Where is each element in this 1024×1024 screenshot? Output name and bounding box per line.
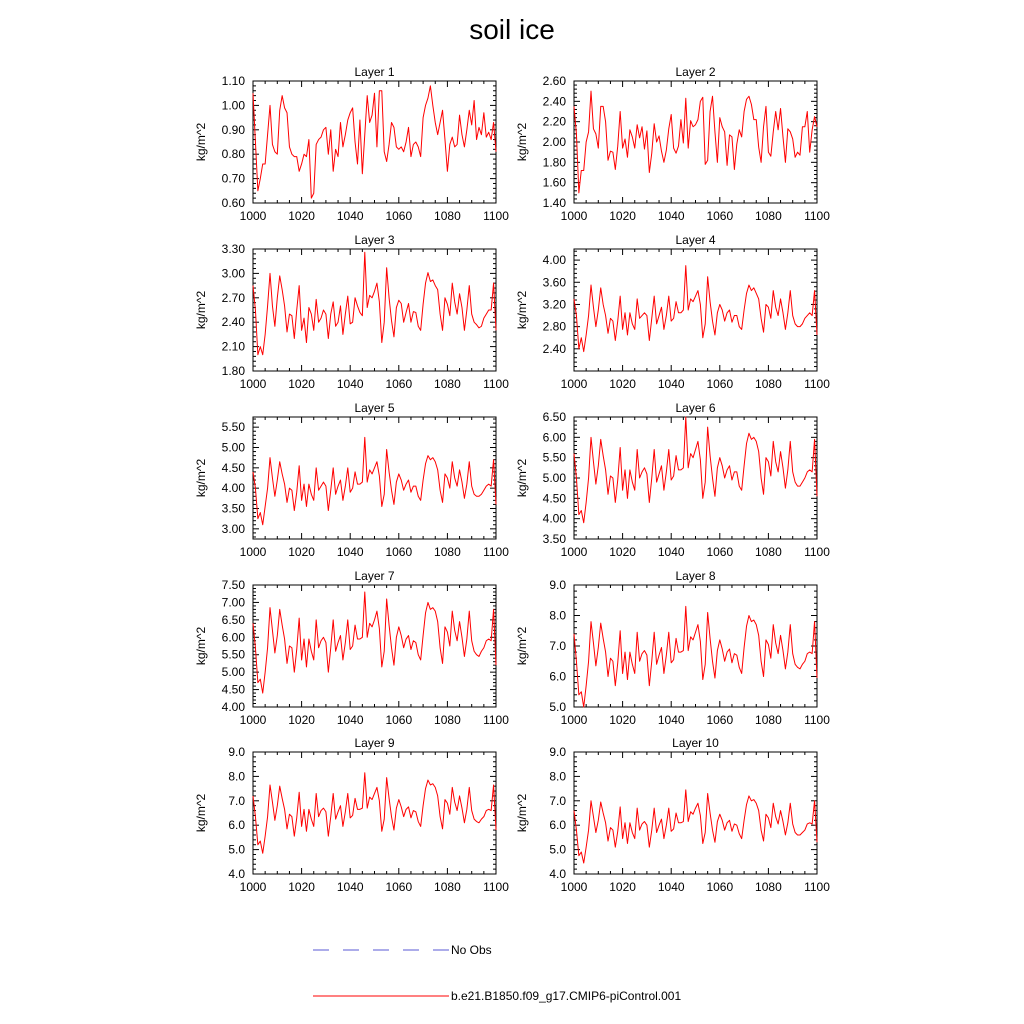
x-tick-label: 1080	[755, 880, 782, 894]
x-tick-label: 1080	[755, 377, 782, 391]
panel-frame-layer-9	[253, 752, 496, 874]
panel-title-layer-5: Layer 5	[354, 401, 395, 415]
panel-title-layer-9: Layer 9	[354, 736, 395, 750]
y-tick-label: 1.80	[542, 155, 566, 170]
series-line-layer-4	[574, 266, 817, 352]
y-tick-label: 5.50	[221, 647, 245, 662]
series-line-layer-8	[574, 606, 817, 707]
x-tick-label: 1100	[483, 377, 509, 391]
panel-frame-layer-5	[253, 417, 496, 539]
y-axis-label-layer-10: kg/m^2	[515, 793, 529, 833]
x-tick-label: 1080	[755, 713, 782, 727]
y-tick-label: 5.00	[221, 440, 245, 455]
x-tick-label: 1060	[706, 713, 734, 727]
x-tick-label: 1040	[336, 713, 364, 727]
y-tick-label: 6.00	[542, 430, 566, 445]
x-tick-label: 1040	[657, 377, 685, 391]
panel-title-layer-6: Layer 6	[675, 401, 716, 415]
y-tick-label: 0.90	[221, 122, 245, 137]
x-tick-label: 1060	[385, 377, 413, 391]
y-tick-label: 4.00	[542, 253, 566, 268]
y-tick-label: 4.50	[542, 491, 566, 506]
x-tick-label: 1000	[560, 377, 588, 391]
panel-title-layer-2: Layer 2	[675, 65, 716, 79]
y-axis-label-layer-7: kg/m^2	[194, 626, 208, 666]
x-tick-label: 1080	[434, 880, 461, 894]
panel-title-layer-4: Layer 4	[675, 233, 716, 247]
panel-title-layer-10: Layer 10	[672, 736, 719, 750]
x-tick-label: 1040	[336, 209, 364, 223]
y-tick-label: 2.40	[221, 315, 245, 330]
x-tick-label: 1000	[560, 209, 588, 223]
x-tick-label: 1040	[336, 377, 364, 391]
y-tick-label: 6.50	[542, 410, 566, 424]
x-tick-label: 1020	[288, 545, 315, 559]
y-tick-label: 4.50	[221, 460, 245, 475]
series-line-layer-10	[574, 790, 817, 863]
x-tick-label: 1060	[706, 880, 734, 894]
series-line-layer-9	[253, 773, 496, 854]
y-tick-label: 3.60	[542, 275, 566, 290]
panel-frame-layer-2	[574, 81, 817, 203]
y-tick-label: 8.0	[228, 769, 245, 784]
y-tick-label: 4.0	[228, 867, 245, 881]
x-tick-label: 1100	[483, 209, 509, 223]
series-line-layer-2	[574, 91, 817, 193]
y-tick-label: 3.20	[542, 297, 566, 312]
y-tick-label: 5.00	[542, 471, 566, 485]
y-tick-label: 5.50	[542, 450, 566, 465]
y-tick-label: 4.0	[549, 867, 566, 881]
y-tick-label: 0.70	[221, 171, 245, 186]
x-tick-label: 1000	[560, 880, 588, 894]
series-line-layer-5	[253, 437, 496, 524]
panel-title-layer-7: Layer 7	[354, 569, 395, 583]
y-tick-label: 7.0	[549, 639, 566, 653]
y-axis-label-layer-9: kg/m^2	[194, 793, 208, 833]
y-axis-label-layer-5: kg/m^2	[194, 458, 208, 498]
x-tick-label: 1100	[804, 545, 830, 559]
y-tick-label: 2.10	[221, 339, 245, 354]
x-tick-label: 1000	[239, 209, 267, 223]
x-tick-label: 1060	[385, 545, 413, 559]
panel-title-layer-1: Layer 1	[354, 65, 395, 79]
y-tick-label: 2.40	[542, 94, 566, 109]
legend-label-no-obs: No Obs	[451, 943, 492, 957]
y-tick-label: 4.00	[221, 481, 245, 496]
y-tick-label: 4.00	[221, 700, 245, 714]
panel-frame-layer-4	[574, 249, 817, 371]
y-tick-label: 9.0	[549, 745, 566, 759]
x-tick-label: 1000	[239, 713, 267, 727]
y-tick-label: 2.80	[542, 319, 566, 334]
y-axis-label-layer-2: kg/m^2	[515, 122, 529, 162]
x-tick-label: 1000	[560, 545, 588, 559]
series-line-layer-3	[253, 252, 496, 354]
y-tick-label: 6.50	[221, 612, 245, 627]
y-tick-label: 3.00	[221, 266, 245, 281]
x-tick-label: 1100	[804, 377, 830, 391]
x-tick-label: 1100	[483, 713, 509, 727]
y-tick-label: 4.50	[221, 682, 245, 697]
x-tick-label: 1020	[609, 545, 636, 559]
y-tick-label: 1.40	[542, 196, 566, 210]
y-tick-label: 6.0	[228, 818, 245, 833]
x-tick-label: 1080	[434, 209, 461, 223]
y-tick-label: 3.50	[542, 532, 566, 546]
x-tick-label: 1060	[706, 209, 734, 223]
y-tick-label: 1.60	[542, 175, 566, 190]
y-tick-label: 1.00	[221, 98, 245, 113]
y-tick-label: 5.0	[549, 842, 566, 857]
y-tick-label: 5.50	[221, 420, 245, 435]
y-tick-label: 9.0	[228, 745, 245, 759]
x-tick-label: 1060	[706, 545, 734, 559]
y-tick-label: 4.00	[542, 511, 566, 526]
figure-title: soil ice	[469, 14, 555, 45]
series-line-layer-6	[574, 417, 817, 523]
y-tick-label: 8.0	[549, 608, 566, 623]
y-tick-label: 2.70	[221, 290, 245, 305]
y-tick-label: 0.80	[221, 147, 245, 162]
x-tick-label: 1040	[336, 545, 364, 559]
y-tick-label: 0.60	[221, 196, 245, 210]
y-tick-label: 5.00	[221, 665, 245, 680]
y-tick-label: 7.0	[549, 793, 566, 808]
y-tick-label: 7.00	[221, 595, 245, 610]
y-tick-label: 6.0	[549, 669, 566, 684]
y-tick-label: 1.80	[221, 364, 245, 378]
x-tick-label: 1000	[239, 377, 267, 391]
x-tick-label: 1020	[609, 377, 636, 391]
y-tick-label: 2.20	[542, 114, 566, 129]
x-tick-label: 1100	[483, 545, 509, 559]
x-tick-label: 1060	[385, 209, 413, 223]
y-axis-label-layer-8: kg/m^2	[515, 626, 529, 666]
series-line-layer-1	[253, 86, 496, 198]
panel-frame-layer-3	[253, 249, 496, 371]
y-axis-label-layer-3: kg/m^2	[194, 290, 208, 330]
x-tick-label: 1080	[434, 377, 461, 391]
series-line-layer-7	[253, 592, 496, 693]
y-tick-label: 6.0	[549, 818, 566, 833]
x-tick-label: 1060	[385, 713, 413, 727]
legend-label-model: b.e21.B1850.f09_g17.CMIP6-piControl.001	[451, 989, 682, 1003]
x-tick-label: 1100	[804, 209, 830, 223]
x-tick-label: 1100	[804, 880, 830, 894]
y-tick-label: 9.0	[549, 578, 566, 592]
x-tick-label: 1040	[336, 880, 364, 894]
x-tick-label: 1040	[657, 713, 685, 727]
x-tick-label: 1040	[657, 209, 685, 223]
y-tick-label: 3.00	[221, 521, 245, 536]
x-tick-label: 1080	[434, 713, 461, 727]
x-tick-label: 1020	[609, 713, 636, 727]
y-tick-label: 2.00	[542, 135, 566, 149]
panel-frame-layer-8	[574, 585, 817, 707]
y-tick-label: 3.50	[221, 501, 245, 516]
x-tick-label: 1020	[288, 209, 315, 223]
y-tick-label: 3.30	[221, 242, 245, 256]
panel-title-layer-8: Layer 8	[675, 569, 716, 583]
x-tick-label: 1020	[609, 209, 636, 223]
x-tick-label: 1000	[560, 713, 588, 727]
panel-title-layer-3: Layer 3	[354, 233, 395, 247]
x-tick-label: 1000	[239, 545, 267, 559]
x-tick-label: 1040	[657, 880, 685, 894]
x-tick-label: 1000	[239, 880, 267, 894]
x-tick-label: 1020	[288, 377, 315, 391]
y-axis-label-layer-4: kg/m^2	[515, 290, 529, 330]
x-tick-label: 1060	[385, 880, 413, 894]
y-axis-label-layer-6: kg/m^2	[515, 458, 529, 498]
x-tick-label: 1080	[434, 545, 461, 559]
y-tick-label: 7.50	[221, 578, 245, 592]
y-tick-label: 6.00	[221, 630, 245, 645]
x-tick-label: 1080	[755, 209, 782, 223]
y-tick-label: 2.60	[542, 74, 566, 88]
x-tick-label: 1020	[609, 880, 636, 894]
x-tick-label: 1020	[288, 713, 315, 727]
x-tick-label: 1100	[483, 880, 509, 894]
y-tick-label: 7.0	[228, 793, 245, 808]
y-axis-label-layer-1: kg/m^2	[194, 122, 208, 162]
y-tick-label: 5.0	[228, 842, 245, 857]
y-tick-label: 2.40	[542, 341, 566, 356]
y-tick-label: 8.0	[549, 769, 566, 784]
y-tick-label: 1.10	[221, 74, 245, 88]
x-tick-label: 1060	[706, 377, 734, 391]
x-tick-label: 1080	[755, 545, 782, 559]
y-tick-label: 5.0	[549, 700, 566, 714]
x-tick-label: 1020	[288, 880, 315, 894]
x-tick-label: 1040	[657, 545, 685, 559]
x-tick-label: 1100	[804, 713, 830, 727]
